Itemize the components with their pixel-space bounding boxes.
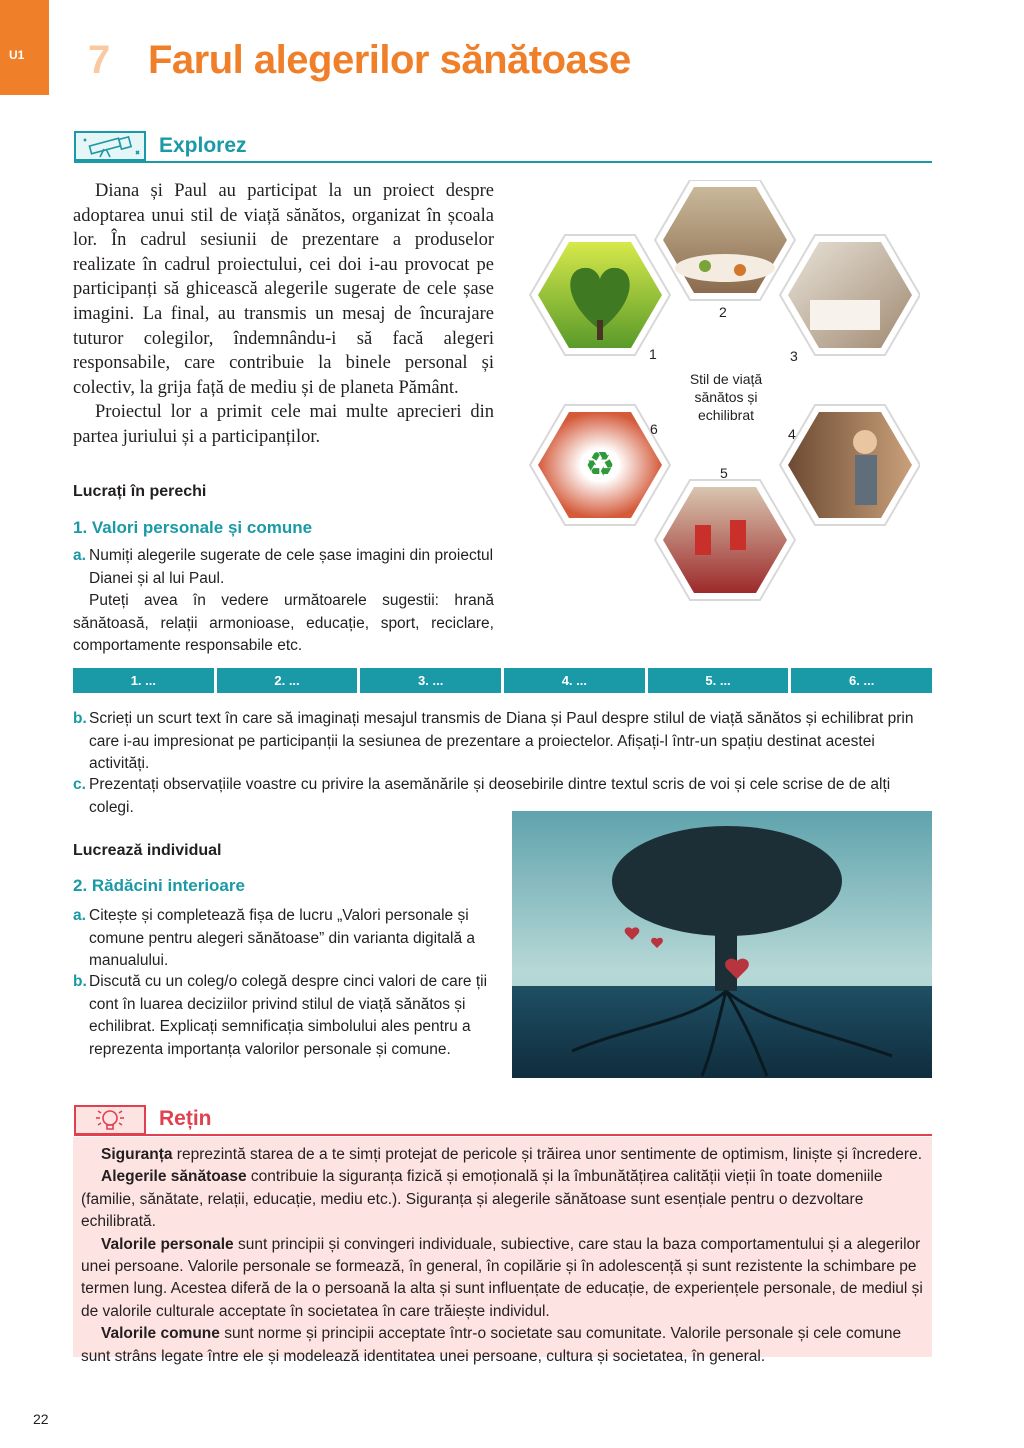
retin-term-3: Valorile personale <box>101 1235 234 1253</box>
intro-paragraph-2: Proiectul lor a primit cele mai multe aprecieri din partea juriului și a participanților. <box>73 402 494 447</box>
retin-term-1: Siguranța <box>101 1146 173 1163</box>
retin-paragraph-2: Alegerile sănătoase contribuie la siguranța fizică și emoțională și la îmbunătățirea calității vieții în toate domeniile (familie, sănătate, relații, educație, mediu etc.). Siguranța și alegerile sănătoase sunt esențiale pentru o dezvoltare echilibrată. <box>81 1168 883 1231</box>
task-1a <box>73 545 494 590</box>
hex-number-1: 1 <box>649 346 657 362</box>
hex-recycling <box>530 405 670 525</box>
explorez-rule <box>74 161 932 163</box>
answer-bar <box>73 668 932 693</box>
retin-box <box>73 1137 932 1365</box>
task-1c-letter: c. <box>73 776 86 793</box>
hex-number-3: 3 <box>790 348 798 364</box>
task-2b-letter: b. <box>73 973 87 990</box>
retin-term-4: Valorile comune <box>101 1325 220 1343</box>
retin-rule <box>74 1134 932 1136</box>
answer-cell-6[interactable]: 6. ... <box>791 668 932 693</box>
task-2a-text: Citește și completează fișa de lucru „Valori personale și comune pentru alegeri sănătoase” din varianta digitală a manualului. <box>89 907 476 970</box>
retin-term-2: Alegerile sănătoase <box>101 1168 247 1186</box>
task-2a-letter: a. <box>73 907 86 924</box>
svg-text:♻: ♻ <box>584 445 616 485</box>
answer-cell-3[interactable]: 3. ... <box>360 668 501 693</box>
hex-sports <box>655 480 795 600</box>
task-1b-text: Scrieți un scurt text în care să imaginați mesajul transmis de Diana și Paul despre stilul de viață sănătos și echilibrat prin care i-au impresionat pe participanții la sesiunea de prezentare a proiectelor. Afișați-l într-un spațiu destinat acestei activități. <box>89 710 914 773</box>
pairs-label: Lucrați în perechi <box>73 483 207 500</box>
hex-number-4: 4 <box>788 426 796 442</box>
unit-tab <box>0 0 49 95</box>
lightbulb-icon <box>74 1105 146 1135</box>
retin-paragraph-3: Valorile personale sunt principii și convingeri individuale, subiective, care stau la baza comportamentului și a alegerilor unei persoane. Valorile personale se formează, în general, în copilărie și în adolescență și sunt rezistente la schimbare pe termen lung. Acestea diferă de la o persoană la alta și sunt influențate de educație, de experiențele personale, de mediul și de valorile culturale acceptate în societatea în care trăiește individul. <box>81 1235 923 1320</box>
hex-number-2: 2 <box>719 304 727 320</box>
intro-paragraph-1: Diana și Paul au participat la un proiect despre adoptarea unui stil de viață sănătos, organizat în școala lor. În cadrul sesiunii de prezentare a produselor realizate în cadrul proiectului, cei doi i-au provocat pe participanți să ghicească alegerile sugerate de cele șase imagini. La final, au transmis un mesaj de încurajare tuturor colegilor, îndemnându-i să facă alegeri responsabile, care contribuie la binele personal și colectiv, la grija față de mediu și de planeta Pământ. <box>73 181 494 398</box>
diagram-center-label: Stil de viață sănătos și echilibrat <box>689 371 763 423</box>
retin-text <box>73 1137 932 1368</box>
retin-title: Rețin <box>159 1107 212 1130</box>
task-2-title: 2. Rădăcini interioare <box>73 876 245 895</box>
tree-roots-image <box>512 811 932 1078</box>
hex-healthy-tree <box>530 235 670 355</box>
explorez-title: Explorez <box>159 134 247 157</box>
lesson-title: Farul alegerilor sănătoase <box>148 38 631 82</box>
hex-painting <box>780 405 920 525</box>
retin-paragraph-1: Siguranța reprezintă starea de a te simți protejat de pericole și trăirea unor sentimente de optimism, liniște și încredere. <box>101 1146 923 1163</box>
intro-text <box>73 179 494 450</box>
task-1a-hint-block <box>73 590 494 658</box>
answer-cell-4[interactable]: 4. ... <box>504 668 645 693</box>
hex-studying <box>780 235 920 355</box>
task-1c-text: Prezentați observațiile voastre cu privire la asemănările și deosebirile dintre textul scris de voi și cele scrise de de alți colegi. <box>89 776 891 816</box>
page-number: 22 <box>33 1411 49 1427</box>
task-1-title: 1. Valori personale și comune <box>73 518 313 537</box>
task-1a-hint-full: Puteți avea în vedere următoarele sugestii: hrană sănătoasă, relații armonioase, educație, sport, reciclare, comportamente responsabile etc. <box>73 592 494 655</box>
lesson-number: 7 <box>88 38 111 82</box>
telescope-icon <box>74 131 146 161</box>
task-1a-letter: a. <box>73 547 86 564</box>
individual-label: Lucrează individual <box>73 842 222 859</box>
unit-label: U1 <box>9 48 25 62</box>
answer-cell-2[interactable]: 2. ... <box>217 668 358 693</box>
hex-number-6: 6 <box>650 421 658 437</box>
answer-cell-5[interactable]: 5. ... <box>648 668 789 693</box>
task-2b-text: Discută cu un coleg/o colegă despre cinci valori de care ții cont în luarea deciziilor privind stilul de viață sănătos și echilibrat. Explicați semnificația simbolului ales pentru a reprezenta importanța valorilor personale și comune. <box>89 973 488 1058</box>
task-1a-text: Numiți alegerile sugerate de cele șase imagini din proiectul Dianei și al lui Paul. <box>89 547 494 587</box>
task-2b <box>73 971 494 1061</box>
task-1b-letter: b. <box>73 710 87 727</box>
task-1b <box>73 708 932 776</box>
answer-cell-1[interactable]: 1. ... <box>73 668 214 693</box>
hex-number-5: 5 <box>720 465 728 481</box>
retin-paragraph-4: Valorile comune sunt norme și principii acceptate într-o societate sau comunitate. Valorile personale și cele comune sunt strâns legate între ele și modelează identitatea unei persoane, cultura și societatea, în general. <box>81 1325 902 1365</box>
hex-family-meal <box>655 180 795 300</box>
task-2a <box>73 905 494 973</box>
